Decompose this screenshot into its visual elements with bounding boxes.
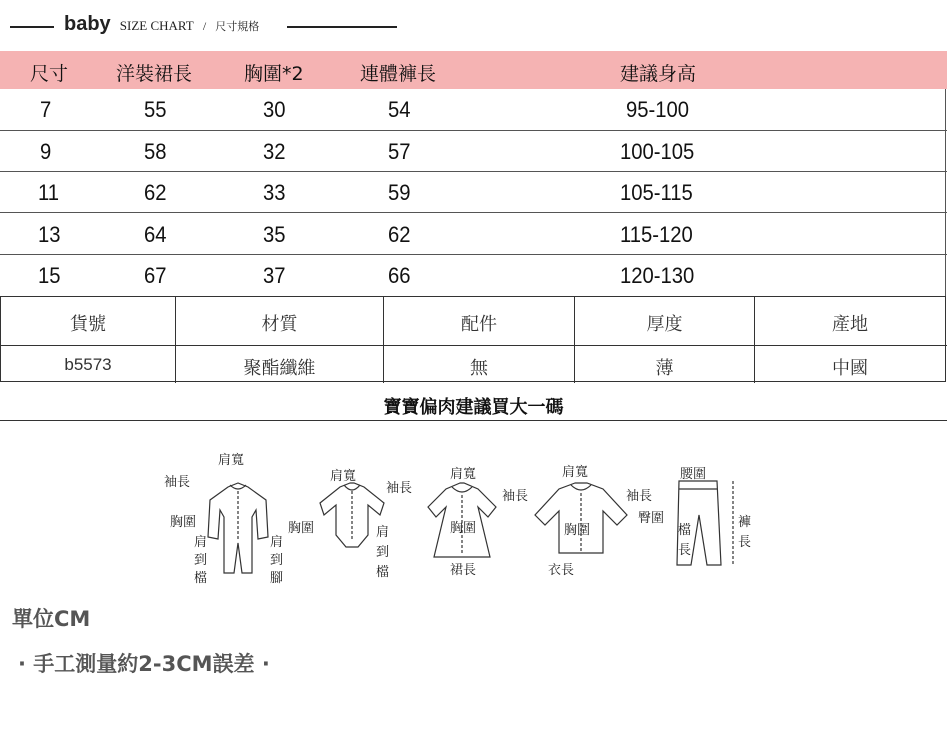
cell-dress-length: 58 xyxy=(144,139,167,164)
col-height: 建議身高 xyxy=(620,63,697,85)
row-divider xyxy=(0,254,947,255)
info-value-thickness: 薄 xyxy=(655,358,674,379)
bodysuit-crotch-label-2: 到 xyxy=(376,545,390,560)
product-info-table xyxy=(0,296,946,382)
dress-sleeve-label: 袖長 xyxy=(502,489,529,504)
pants-crotch-label-2: 長 xyxy=(678,543,692,558)
col-size: 尺寸 xyxy=(30,63,69,85)
info-header-accessory: 配件 xyxy=(461,314,497,335)
cell-romper-length: 62 xyxy=(388,222,411,247)
info-value-material: 聚酯纖維 xyxy=(243,358,316,379)
bodysuit-shoulder-label: 肩寬 xyxy=(330,469,357,484)
cell-height: 100-105 xyxy=(620,139,695,164)
cell-romper-length: 54 xyxy=(388,97,411,122)
romper-crotch-label-2: 到 xyxy=(194,553,208,568)
cell-chest: 35 xyxy=(263,222,286,247)
dress-chest-label: 胸圍 xyxy=(450,521,477,536)
cell-chest: 37 xyxy=(263,263,286,288)
info-value-origin: 中國 xyxy=(832,358,868,379)
cell-chest: 30 xyxy=(263,97,286,122)
bodysuit-crotch-label-1: 肩 xyxy=(376,525,390,540)
header-title xyxy=(64,13,259,36)
pants-crotch-label-1: 檔 xyxy=(678,523,692,538)
cell-dress-length: 55 xyxy=(144,97,167,122)
info-value-sku: b5573 xyxy=(64,355,112,374)
row-divider xyxy=(0,212,947,213)
info-header-material: 材質 xyxy=(261,314,298,335)
cn-title-text: 尺寸規格 xyxy=(215,20,260,33)
romper-foot-label-3: 腳 xyxy=(270,571,284,586)
bodysuit-chest-label: 胸圍 xyxy=(288,521,315,536)
cell-height: 115-120 xyxy=(620,222,693,247)
info-value-accessory: 無 xyxy=(470,358,488,379)
cell-height: 95-100 xyxy=(626,97,690,122)
romper-sleeve-label: 袖長 xyxy=(164,475,191,490)
header-line-right xyxy=(287,26,397,28)
col-dress-length: 洋裝裙長 xyxy=(116,63,193,85)
romper-shoulder-label: 肩寬 xyxy=(218,453,245,468)
cell-size: 9 xyxy=(40,139,52,164)
dress-skirt-label: 裙長 xyxy=(450,563,477,578)
cell-romper-length: 57 xyxy=(388,139,411,164)
cell-size: 15 xyxy=(38,263,61,288)
row-divider xyxy=(0,171,947,172)
table-right-edge xyxy=(945,89,946,296)
cell-height: 120-130 xyxy=(620,263,695,288)
cell-size: 11 xyxy=(38,180,60,205)
pants-hip-label: 臀圍 xyxy=(638,511,665,526)
cell-height: 105-115 xyxy=(620,180,693,205)
header-slash: / xyxy=(202,19,207,33)
cell-size: 7 xyxy=(40,97,52,122)
size-table-header xyxy=(0,51,947,89)
top-length-label: 衣長 xyxy=(548,563,575,578)
row-divider xyxy=(0,130,947,131)
pants-length-label-2: 長 xyxy=(738,535,752,550)
brand-text: baby xyxy=(64,13,111,35)
bodysuit-crotch-label-3: 檔 xyxy=(376,565,390,580)
unit-label: 單位CM xyxy=(12,607,91,631)
cell-romper-length: 66 xyxy=(388,263,411,288)
bodysuit-sleeve-label: 袖長 xyxy=(386,481,413,496)
top-shoulder-label: 肩寬 xyxy=(562,465,589,480)
diagram-labels xyxy=(160,445,760,590)
col-chest: 胸圍*2 xyxy=(244,63,304,85)
info-row-divider xyxy=(1,345,947,346)
top-chest-label: 胸圍 xyxy=(564,523,591,538)
pants-length-label-1: 褲 xyxy=(738,515,752,530)
cell-dress-length: 64 xyxy=(144,222,167,247)
top-sleeve-label: 袖長 xyxy=(626,489,653,504)
size-advice-note: 寶寶偏肉建議買大一碼 xyxy=(383,397,564,418)
romper-foot-label-1: 肩 xyxy=(270,535,284,550)
cell-dress-length: 67 xyxy=(144,263,167,288)
pants-waist-label: 腰圍 xyxy=(680,467,707,482)
romper-chest-label: 胸圍 xyxy=(170,515,197,530)
romper-crotch-label-3: 檔 xyxy=(194,571,208,586)
size-chart-text: SIZE CHART xyxy=(119,18,194,33)
dress-shoulder-label: 肩寬 xyxy=(450,467,477,482)
cell-chest: 32 xyxy=(263,139,286,164)
info-header-origin: 產地 xyxy=(832,314,868,335)
cell-dress-length: 62 xyxy=(144,180,167,205)
romper-foot-label-2: 到 xyxy=(270,553,284,568)
info-header-thickness: 厚度 xyxy=(646,314,683,335)
cell-romper-length: 59 xyxy=(388,180,411,205)
cell-chest: 33 xyxy=(263,180,286,205)
note-underline xyxy=(0,420,947,421)
header-line-left xyxy=(10,26,54,28)
col-romper-length: 連體褲長 xyxy=(360,63,437,85)
romper-crotch-label-1: 肩 xyxy=(194,535,208,550)
measurement-error-note: · 手工測量約2-3CM誤差 · xyxy=(18,652,270,676)
info-header-sku: 貨號 xyxy=(70,314,106,335)
cell-size: 13 xyxy=(38,222,61,247)
